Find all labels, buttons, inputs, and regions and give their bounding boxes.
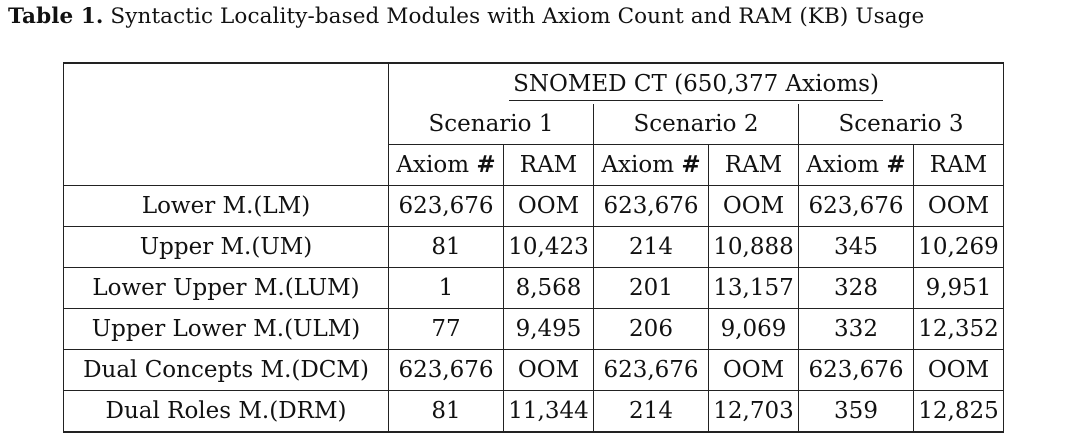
scenario-3-header: Scenario 3 xyxy=(799,104,1004,145)
ram-usage: OOM xyxy=(504,350,594,391)
axiom-count: 623,676 xyxy=(594,350,709,391)
module-name: Dual Roles M.(DRM) xyxy=(64,391,389,433)
module-name: Upper M.(UM) xyxy=(64,227,389,268)
ram-usage: 12,703 xyxy=(709,391,799,433)
axiom-count: 77 xyxy=(389,309,504,350)
header-corner-cell xyxy=(64,63,389,186)
ram-header: RAM xyxy=(914,145,1004,186)
axiom-count: 623,676 xyxy=(799,186,914,227)
ram-usage: 9,951 xyxy=(914,268,1004,309)
ram-usage: 10,269 xyxy=(914,227,1004,268)
ram-usage: OOM xyxy=(914,186,1004,227)
ram-usage: OOM xyxy=(504,186,594,227)
table-row xyxy=(64,186,1004,227)
axiom-count: 206 xyxy=(594,309,709,350)
axiom-count: 623,676 xyxy=(799,350,914,391)
dataset-header: SNOMED CT (650,377 Axioms) xyxy=(509,68,883,101)
ram-usage: 12,352 xyxy=(914,309,1004,350)
table-row xyxy=(64,227,1004,268)
dataset-header-cell xyxy=(389,63,1004,104)
table-row xyxy=(64,391,1004,433)
axiom-count-header: Axiom # xyxy=(799,145,914,186)
ram-usage: OOM xyxy=(914,350,1004,391)
axiom-count-header: Axiom # xyxy=(389,145,504,186)
axiom-count: 1 xyxy=(389,268,504,309)
table-row xyxy=(64,268,1004,309)
module-name: Lower M.(LM) xyxy=(64,186,389,227)
ram-usage: 12,825 xyxy=(914,391,1004,433)
ram-usage: 9,495 xyxy=(504,309,594,350)
module-name: Upper Lower M.(ULM) xyxy=(64,309,389,350)
ram-usage: OOM xyxy=(709,350,799,391)
axiom-count: 623,676 xyxy=(594,186,709,227)
ram-usage: 10,423 xyxy=(504,227,594,268)
header-row-dataset xyxy=(64,63,1004,104)
scenario-1-header: Scenario 1 xyxy=(389,104,594,145)
axiom-count: 345 xyxy=(799,227,914,268)
ram-usage: 9,069 xyxy=(709,309,799,350)
ram-usage: 8,568 xyxy=(504,268,594,309)
axiom-count: 623,676 xyxy=(389,186,504,227)
table-row xyxy=(64,309,1004,350)
axiom-count: 328 xyxy=(799,268,914,309)
scenario-2-header: Scenario 2 xyxy=(594,104,799,145)
ram-usage: 13,157 xyxy=(709,268,799,309)
table-caption xyxy=(8,4,1074,29)
caption-label: Table 1. xyxy=(8,4,104,29)
axiom-count: 214 xyxy=(594,391,709,433)
axiom-count: 81 xyxy=(389,391,504,433)
ram-usage: 11,344 xyxy=(504,391,594,433)
module-name: Dual Concepts M.(DCM) xyxy=(64,350,389,391)
ram-usage: OOM xyxy=(709,186,799,227)
axiom-count: 201 xyxy=(594,268,709,309)
ram-header: RAM xyxy=(504,145,594,186)
axiom-count: 623,676 xyxy=(389,350,504,391)
axiom-count: 81 xyxy=(389,227,504,268)
axiom-count: 214 xyxy=(594,227,709,268)
axiom-count: 332 xyxy=(799,309,914,350)
axiom-count-header: Axiom # xyxy=(594,145,709,186)
ram-header: RAM xyxy=(709,145,799,186)
module-name: Lower Upper M.(LUM) xyxy=(64,268,389,309)
table-row xyxy=(64,350,1004,391)
results-table xyxy=(63,62,1004,433)
ram-usage: 10,888 xyxy=(709,227,799,268)
caption-text: Syntactic Locality-based Modules with Axiom Count and RAM (KB) Usage xyxy=(110,4,925,29)
axiom-count: 359 xyxy=(799,391,914,433)
